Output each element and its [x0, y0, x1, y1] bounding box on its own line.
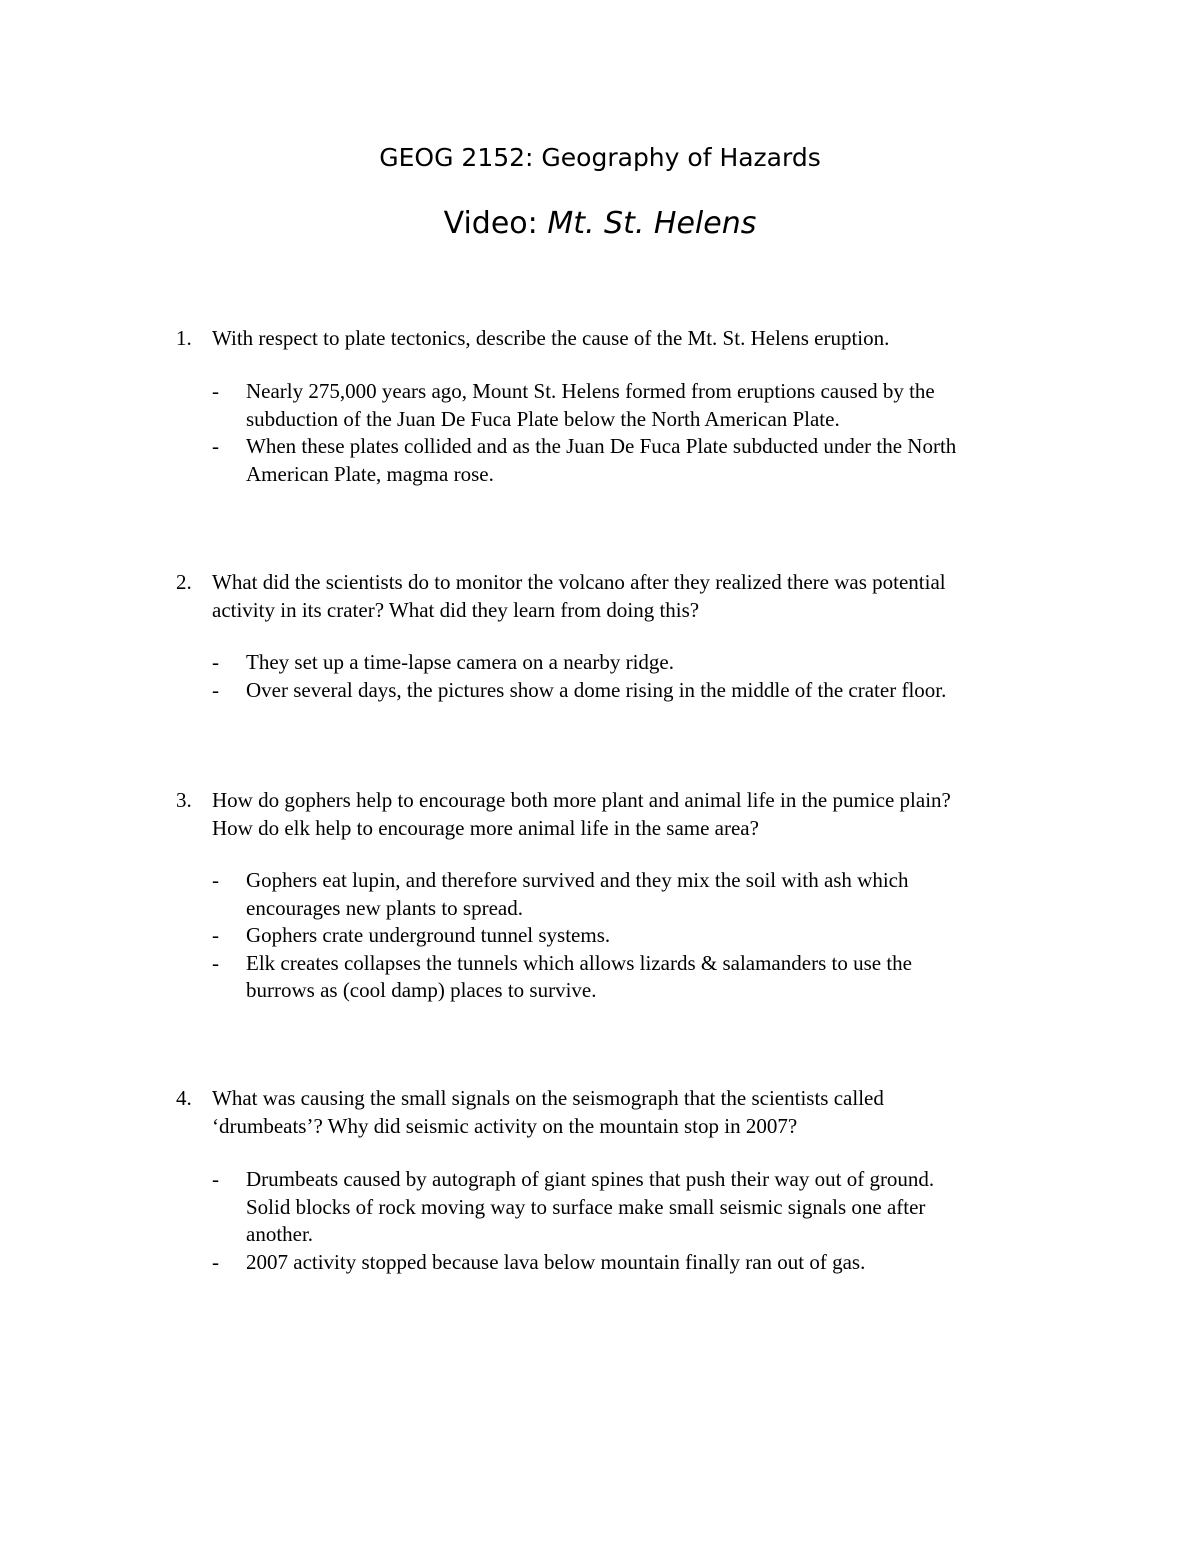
answer-line: another. — [246, 1222, 314, 1246]
answer-line: American Plate, magma rose. — [246, 461, 494, 486]
video-title-line — [0, 205, 1200, 243]
bullet-dash: - — [212, 868, 219, 892]
answer-line: Over several days, the pictures show a dome rising in the middle of the crater floor. — [246, 677, 947, 702]
question-number: 4. — [176, 1086, 192, 1110]
question-text — [212, 1085, 1072, 1140]
question-line: What did the scientists do to monitor the volcano after they realized there was potential — [212, 570, 946, 594]
answer-line: Drumbeats caused by autograph of giant spines that push their way out of ground. — [246, 1167, 935, 1191]
answer-item — [212, 1166, 1092, 1249]
answers-2 — [212, 649, 1092, 704]
video-prefix: Video: — [443, 206, 548, 241]
answer-item — [212, 922, 1092, 950]
question-number: 3. — [176, 788, 192, 812]
question-line: How do elk help to encourage more animal life in the same area? — [212, 815, 759, 840]
course-title: GEOG 2152: Geography of Hazards — [379, 143, 821, 172]
question-line: activity in its crater? What did they learn from doing this? — [212, 597, 700, 622]
question-text — [212, 569, 1072, 624]
answer-item — [212, 649, 1092, 677]
answer-line: subduction of the Juan De Fuca Plate below the North American Plate. — [246, 406, 840, 431]
bullet-dash: - — [212, 434, 219, 458]
question-line: With respect to plate tectonics, describe the cause of the Mt. St. Helens eruption. — [212, 326, 890, 350]
question-number: 2. — [176, 570, 192, 594]
answer-line: burrows as (cool damp) places to survive. — [246, 978, 597, 1002]
question-line: How do gophers help to encourage both more plant and animal life in the pumice plain? — [212, 788, 951, 812]
answer-line: Gophers crate underground tunnel systems. — [246, 923, 611, 947]
answer-item — [212, 433, 1092, 488]
answer-item — [212, 1249, 1092, 1277]
answer-item — [212, 867, 1092, 922]
answers-1 — [212, 378, 1092, 488]
answer-line: 2007 activity stopped because lava below mountain finally ran out of gas. — [246, 1249, 866, 1274]
answer-line: Solid blocks of rock moving way to surface make small seismic signals one after — [246, 1194, 926, 1219]
answer-line: They set up a time-lapse camera on a nearby ridge. — [246, 650, 674, 674]
question-text — [212, 787, 1072, 842]
bullet-dash: - — [212, 1249, 219, 1274]
answers-3 — [212, 867, 1092, 1005]
answer-line: When these plates collided and as the Juan De Fuca Plate subducted under the North — [246, 434, 957, 458]
question-line: What was causing the small signals on the seismograph that the scientists called — [212, 1086, 884, 1110]
answer-line: Elk creates collapses the tunnels which allows lizards & salamanders to use the — [246, 950, 912, 975]
answer-line: Nearly 275,000 years ago, Mount St. Helens formed from eruptions caused by the — [246, 379, 935, 403]
bullet-dash: - — [212, 677, 219, 702]
bullet-dash: - — [212, 950, 219, 975]
answers-4 — [212, 1166, 1092, 1276]
question-text — [212, 325, 1072, 353]
answer-item — [212, 677, 1092, 705]
answer-line: Gophers eat lupin, and therefore survived and they mix the soil with ash which — [246, 868, 909, 892]
question-line: ‘drumbeats’? Why did seismic activity on the mountain stop in 2007? — [212, 1113, 798, 1138]
question-number: 1. — [176, 326, 192, 350]
bullet-dash: - — [212, 1167, 219, 1191]
answer-item — [212, 378, 1092, 433]
bullet-dash: - — [212, 379, 219, 403]
bullet-dash: - — [212, 923, 219, 947]
bullet-dash: - — [212, 650, 219, 674]
video-title: Mt. St. Helens — [547, 206, 757, 241]
answer-item — [212, 950, 1092, 1005]
answer-line: encourages new plants to spread. — [246, 895, 523, 920]
